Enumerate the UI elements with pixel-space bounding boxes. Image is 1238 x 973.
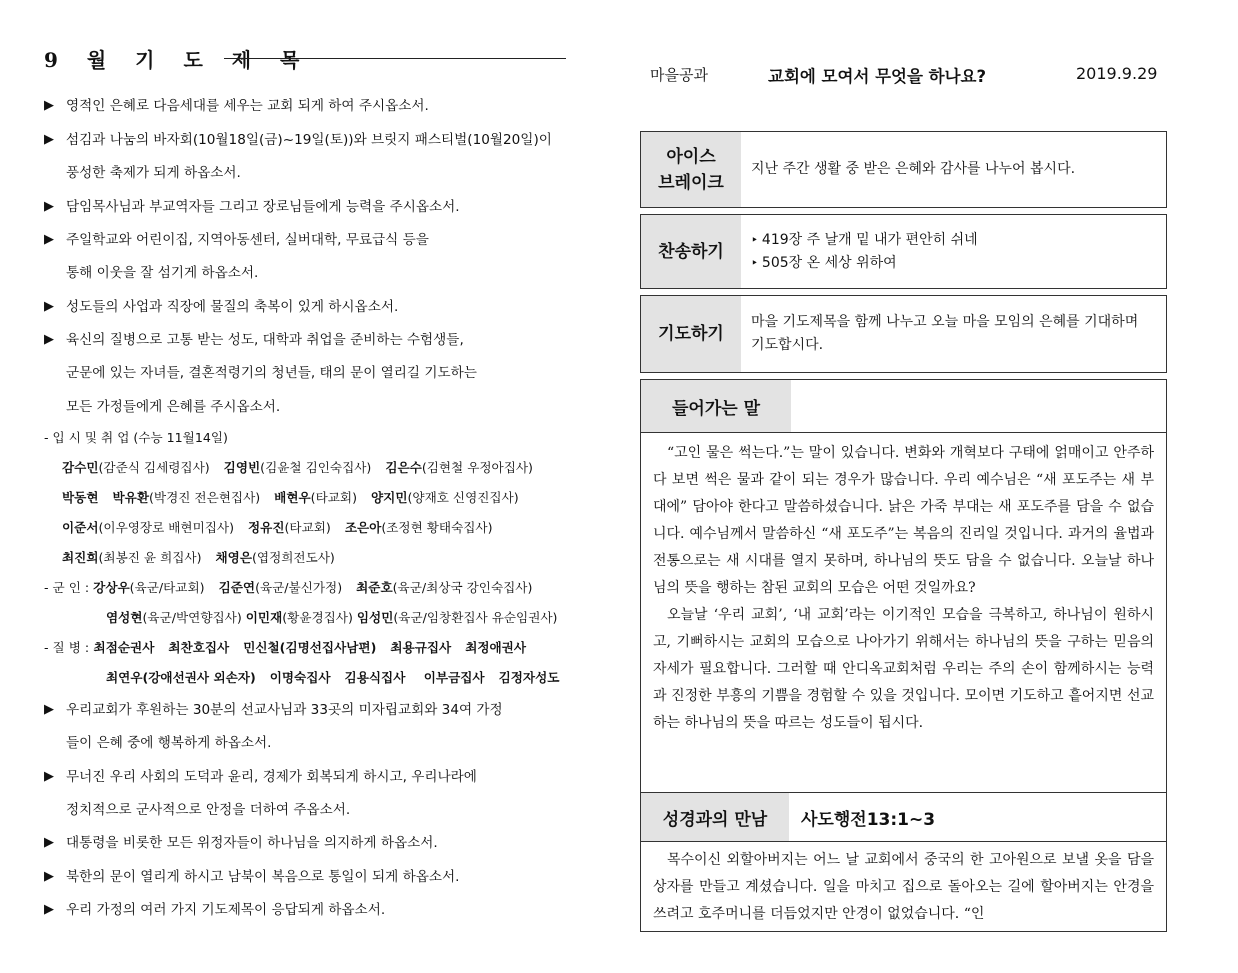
intro-paragraph: 오늘날 ‘우리 교회’, ‘내 교회’라는 이기적인 모습을 극복하고, 하나님이 원하시고, 기뻐하시는 교회의 모습으로 나아가기 위해서는 하나님의 뜻을 구하는 믿음의 자세가 필요합니다. 그러할 때 안디옥교회처럼 우리는 주의 손이 함께하시는 능력과 진정한 부흥의 기쁨을 경험할 수 있을 것입니다. 모이면 기도하고 흩어지면 선교하는 하나님의 뜻을 따르는 성도들이 됩시다. <box>653 607 1154 731</box>
exam-row: 감수민(감준식 김세령집사) 김영빈(김윤철 김인숙집사) 김은수(김현철 우정아집사) <box>62 460 533 475</box>
prayer-title: 9 월 기 도 제 목 <box>44 48 311 72</box>
hymn-content <box>751 215 1156 288</box>
exam-row: 박동현 박유환(박경진 전은현집사) 배현우(타교회) 양지민(양재호 신영진집사) <box>62 490 519 505</box>
exam-row: 이준서(이우영장로 배현미집사) 정유진(타교회) 조은아(조정현 황태숙집사) <box>62 520 493 535</box>
arrow-icon: ▶ <box>44 869 54 884</box>
bible-section <box>640 792 1167 932</box>
prayer-item-cont: 풍성한 축제가 되게 하옵소서. <box>66 165 241 181</box>
prayer-item: ▶ 우리 가정의 여러 가지 기도제목이 응답되게 하옵소서. <box>44 902 386 918</box>
intro-heading: 들어가는 말 <box>641 380 791 432</box>
arrow-icon: ▶ <box>44 835 54 850</box>
prayer-item: ▶ 육신의 질병으로 고통 받는 성도, 대학과 취업을 준비하는 수험생들, <box>44 332 464 348</box>
prayer-header <box>44 44 566 74</box>
exam-heading <box>44 428 228 448</box>
bible-reference: 사도행전13:1~3 <box>801 810 936 830</box>
hymn-label: 찬송하기 <box>641 215 741 288</box>
prayer-item: ▶ 우리교회가 후원하는 30분의 선교사님과 33곳의 미자립교회와 34여 가정 <box>44 702 503 718</box>
exam-date: (수능 11월14일) <box>133 430 228 445</box>
arrow-icon: ▶ <box>44 132 54 147</box>
arrow-icon: ▶ <box>44 98 54 113</box>
arrow-icon: ▶ <box>44 299 54 314</box>
arrow-icon: ▶ <box>44 232 54 247</box>
exam-row: 최진희(최봉진 윤 희집사) 채영은(엽정희전도사) <box>62 550 335 565</box>
prayer-item: ▶ 주일학교와 어린이집, 지역아동센터, 실버대학, 무료급식 등을 <box>44 232 429 248</box>
intro-paragraph: “고인 물은 썩는다.”는 말이 있습니다. 변화와 개혁보다 구태에 얽매이고 안주하다 보면 썩은 물과 같이 되는 경우가 많습니다. 우리 예수님은 “새 포도주는 새 부대에” 담아야 한다고 말씀하셨습니다. 낡은 가죽 부대는 새 포도주를 담을 수 없습니다. 예수님께서 말씀하신 “새 포도주”는 복음의 진리일 것입니다. 과거의 율법과 전통으로는 새 시대를 열지 못하며, 하나님의 뜻도 담을 수 없습니다. 오늘날 하나님의 뜻을 행하는 참된 교회의 모습은 어떤 것일까요? <box>653 445 1154 596</box>
arrow-icon: ▶ <box>44 769 54 784</box>
lesson-title: 교회에 모여서 무엇을 하나요? <box>768 67 987 86</box>
bible-paragraph: 목수이신 외할아버지는 어느 날 교회에서 중국의 한 고아원으로 보낼 옷을 담을 상자를 만들고 계셨습니다. 일을 마치고 집으로 돌아오는 길에 할아버지는 안경을 쓰려고 호주머니를 더듬었지만 안경이 없었습니다. “인 <box>653 852 1154 922</box>
bible-body <box>653 847 1154 928</box>
prayer-item: ▶ 담임목사님과 부교역자들 그리고 장로님들에게 능력을 주시옵소서. <box>44 199 460 215</box>
arrow-icon: ▶ <box>44 902 54 917</box>
illness-row: - 질 병 : 최점순권사 최찬호집사 민신철(김명선집사남편) 최용규집사 최정애권사 <box>44 640 527 655</box>
military-label: - 군 인 : <box>44 580 90 595</box>
prayer-item-cont: 통해 이웃을 잘 섬기게 하옵소서. <box>66 265 259 281</box>
prayer-item: ▶ 섬김과 나눔의 바자회(10월18일(금)~19일(토))와 브릿지 패스티벌(10월20일)이 <box>44 132 552 148</box>
prayer-item-cont: 들이 은혜 중에 행복하게 하옵소서. <box>66 735 272 751</box>
section-divider <box>641 432 1166 433</box>
intro-body <box>653 440 1154 737</box>
prayer-item-cont: 모든 가정들에게 은혜를 주시옵소서. <box>66 399 281 415</box>
icebreak-content: 지난 주간 생활 중 받은 은혜와 감사를 나누어 봅시다. <box>751 161 1076 177</box>
prayer-item-cont: 정치적으로 군사적으로 안정을 더하여 주옵소서. <box>66 802 351 818</box>
prayer-content: 마을 기도제목을 함께 나누고 오늘 마을 모임의 은혜를 기대하며 기도합시다. <box>751 314 1139 353</box>
hymn-item: ‣ 505장 온 세상 위하여 <box>751 252 1156 275</box>
prayer-item: ▶ 대통령을 비롯한 모든 위정자들이 하나님을 의지하게 하옵소서. <box>44 835 438 851</box>
intro-section <box>640 379 1167 793</box>
header-rule <box>224 58 566 59</box>
icebreak-label: 아이스 브레이크 <box>641 132 741 207</box>
prayer-item: ▶ 성도들의 사업과 직장에 물질의 축복이 있게 하시옵소서. <box>44 299 399 315</box>
arrow-icon: ▶ <box>44 702 54 717</box>
military-row: 염성현(육군/박연향집사) 이민재(황윤경집사) 임성민(육군/임창환집사 유순임권사) <box>106 610 558 625</box>
prayer-item: ▶ 무너진 우리 사회의 도덕과 윤리, 경제가 회복되게 하시고, 우리나라에 <box>44 769 477 785</box>
section-divider <box>641 841 1166 842</box>
prayer-item: ▶ 북한의 문이 열리게 하시고 남북이 복음으로 통일이 되게 하옵소서. <box>44 869 460 885</box>
hymn-item: ‣ 419장 주 날개 밑 내가 편안히 쉬네 <box>751 229 1156 252</box>
prayer-label: 기도하기 <box>641 296 741 372</box>
exam-label: - 입 시 및 취 업 <box>44 430 130 445</box>
arrow-icon: ▶ <box>44 332 54 347</box>
hymn-box <box>640 214 1167 289</box>
prayer-box <box>640 295 1167 373</box>
military-row: - 군 인 : 강상우(육군/타교회) 김준연(육군/불신가정) 최준호(육군/최상국 강인숙집사) <box>44 580 533 595</box>
bible-heading: 성경과의 만남 <box>641 793 789 841</box>
lesson-date: 2019.9.29 <box>1076 64 1158 83</box>
arrow-icon: ▶ <box>44 199 54 214</box>
icebreak-box <box>640 131 1167 208</box>
prayer-item: ▶ 영적인 은혜로 다음세대를 세우는 교회 되게 하여 주시옵소서. <box>44 98 429 114</box>
lesson-category: 마을공과 <box>650 66 708 84</box>
illness-label: - 질 병 : <box>44 640 90 655</box>
prayer-item-cont: 군문에 있는 자녀들, 결혼적령기의 청년들, 태의 문이 열리길 기도하는 <box>66 365 477 381</box>
illness-row: 최연우(강애선권사 외손자) 이명숙집사 김용식집사 이부금집사 김정자성도 <box>106 670 560 685</box>
